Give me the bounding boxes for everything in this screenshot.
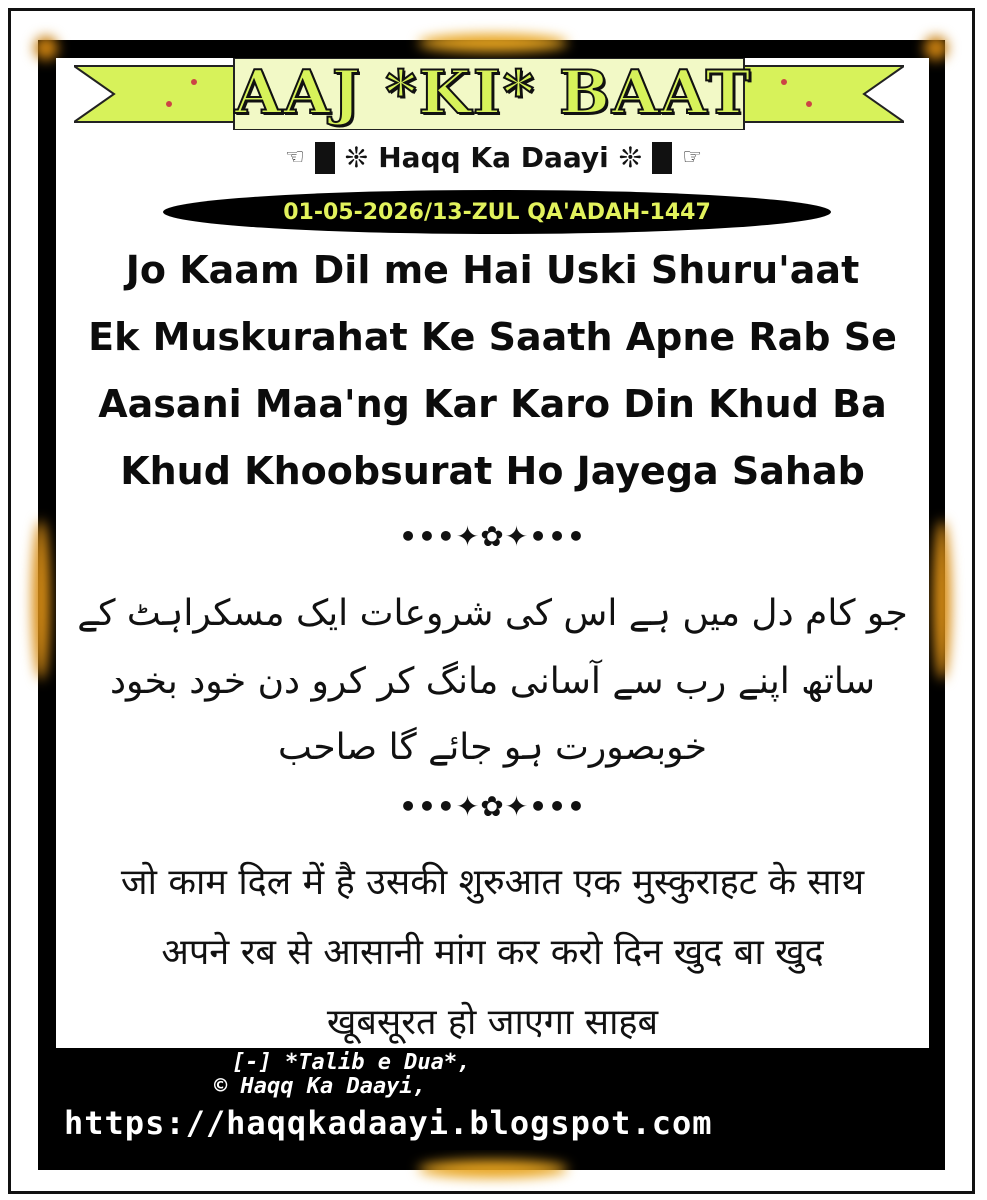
blog-url-link[interactable]: https://haqqkadaayi.blogspot.com xyxy=(64,1104,713,1142)
footer-talib-e-dua: [-] *Talib e Dua*, xyxy=(232,1050,471,1075)
urdu-line-1: جو کام دل میں ہے اس کی شروعات ایک مسکراہٹ کے xyxy=(77,593,908,634)
roman-line-1: Jo Kaam Dil me Hai Uski Shuru'aat xyxy=(125,248,860,292)
pointing-right-hand-icon: ☞ xyxy=(682,145,702,170)
footer-copyright: © Haqq Ka Daayi, xyxy=(214,1074,426,1099)
frame-glow-left xyxy=(32,520,50,680)
hindi-line-3: खूबसूरत हो जाएगा साहब xyxy=(326,1002,659,1043)
roman-line-3: Aasani Maa'ng Kar Karo Din Khud Ba xyxy=(98,382,887,426)
hindi-line-2: अपने रब से आसानी मांग कर करो दिन खुद बा खुद xyxy=(161,932,824,973)
frame-glow-right xyxy=(933,520,951,680)
date-text: 01-05-2026/13-ZUL QA'ADAH-1447 xyxy=(283,199,711,225)
black-block-icon xyxy=(315,142,335,174)
urdu-line-2: ساتھ اپنے رب سے آسانی مانگ کر کرو دن خود بخود xyxy=(109,661,876,702)
asterisk-icon: ❊ xyxy=(344,141,369,174)
urdu-line-3: خوبصورت ہو جائے گا صاحب xyxy=(277,727,707,768)
frame-glow-bottom xyxy=(418,1160,568,1178)
roman-line-2: Ek Muskurahat Ke Saath Apne Rab Se xyxy=(88,315,897,359)
roman-line-4: Khud Khoobsurat Ho Jayega Sahab xyxy=(120,449,865,493)
divider-ornament: •••✦✿✦••• xyxy=(399,520,586,553)
hindi-line-1: जो काम दिल में है उसकी शुरुआत एक मुस्कुराहट के साथ xyxy=(120,862,865,903)
pointing-left-hand-icon: ☜ xyxy=(285,145,305,170)
black-block-icon xyxy=(652,142,672,174)
frame-glow-top xyxy=(418,34,568,52)
frame-glow-corner-tl xyxy=(34,36,58,60)
asterisk-icon: ❊ xyxy=(618,141,643,174)
divider-ornament: •••✦✿✦••• xyxy=(399,790,586,823)
date-badge xyxy=(163,190,831,234)
page-title: AAJ *KI* BAAT xyxy=(234,58,753,128)
subtitle-text: Haqq Ka Daayi xyxy=(378,141,609,174)
subtitle-row xyxy=(0,138,987,174)
frame-glow-corner-tr xyxy=(924,36,948,60)
